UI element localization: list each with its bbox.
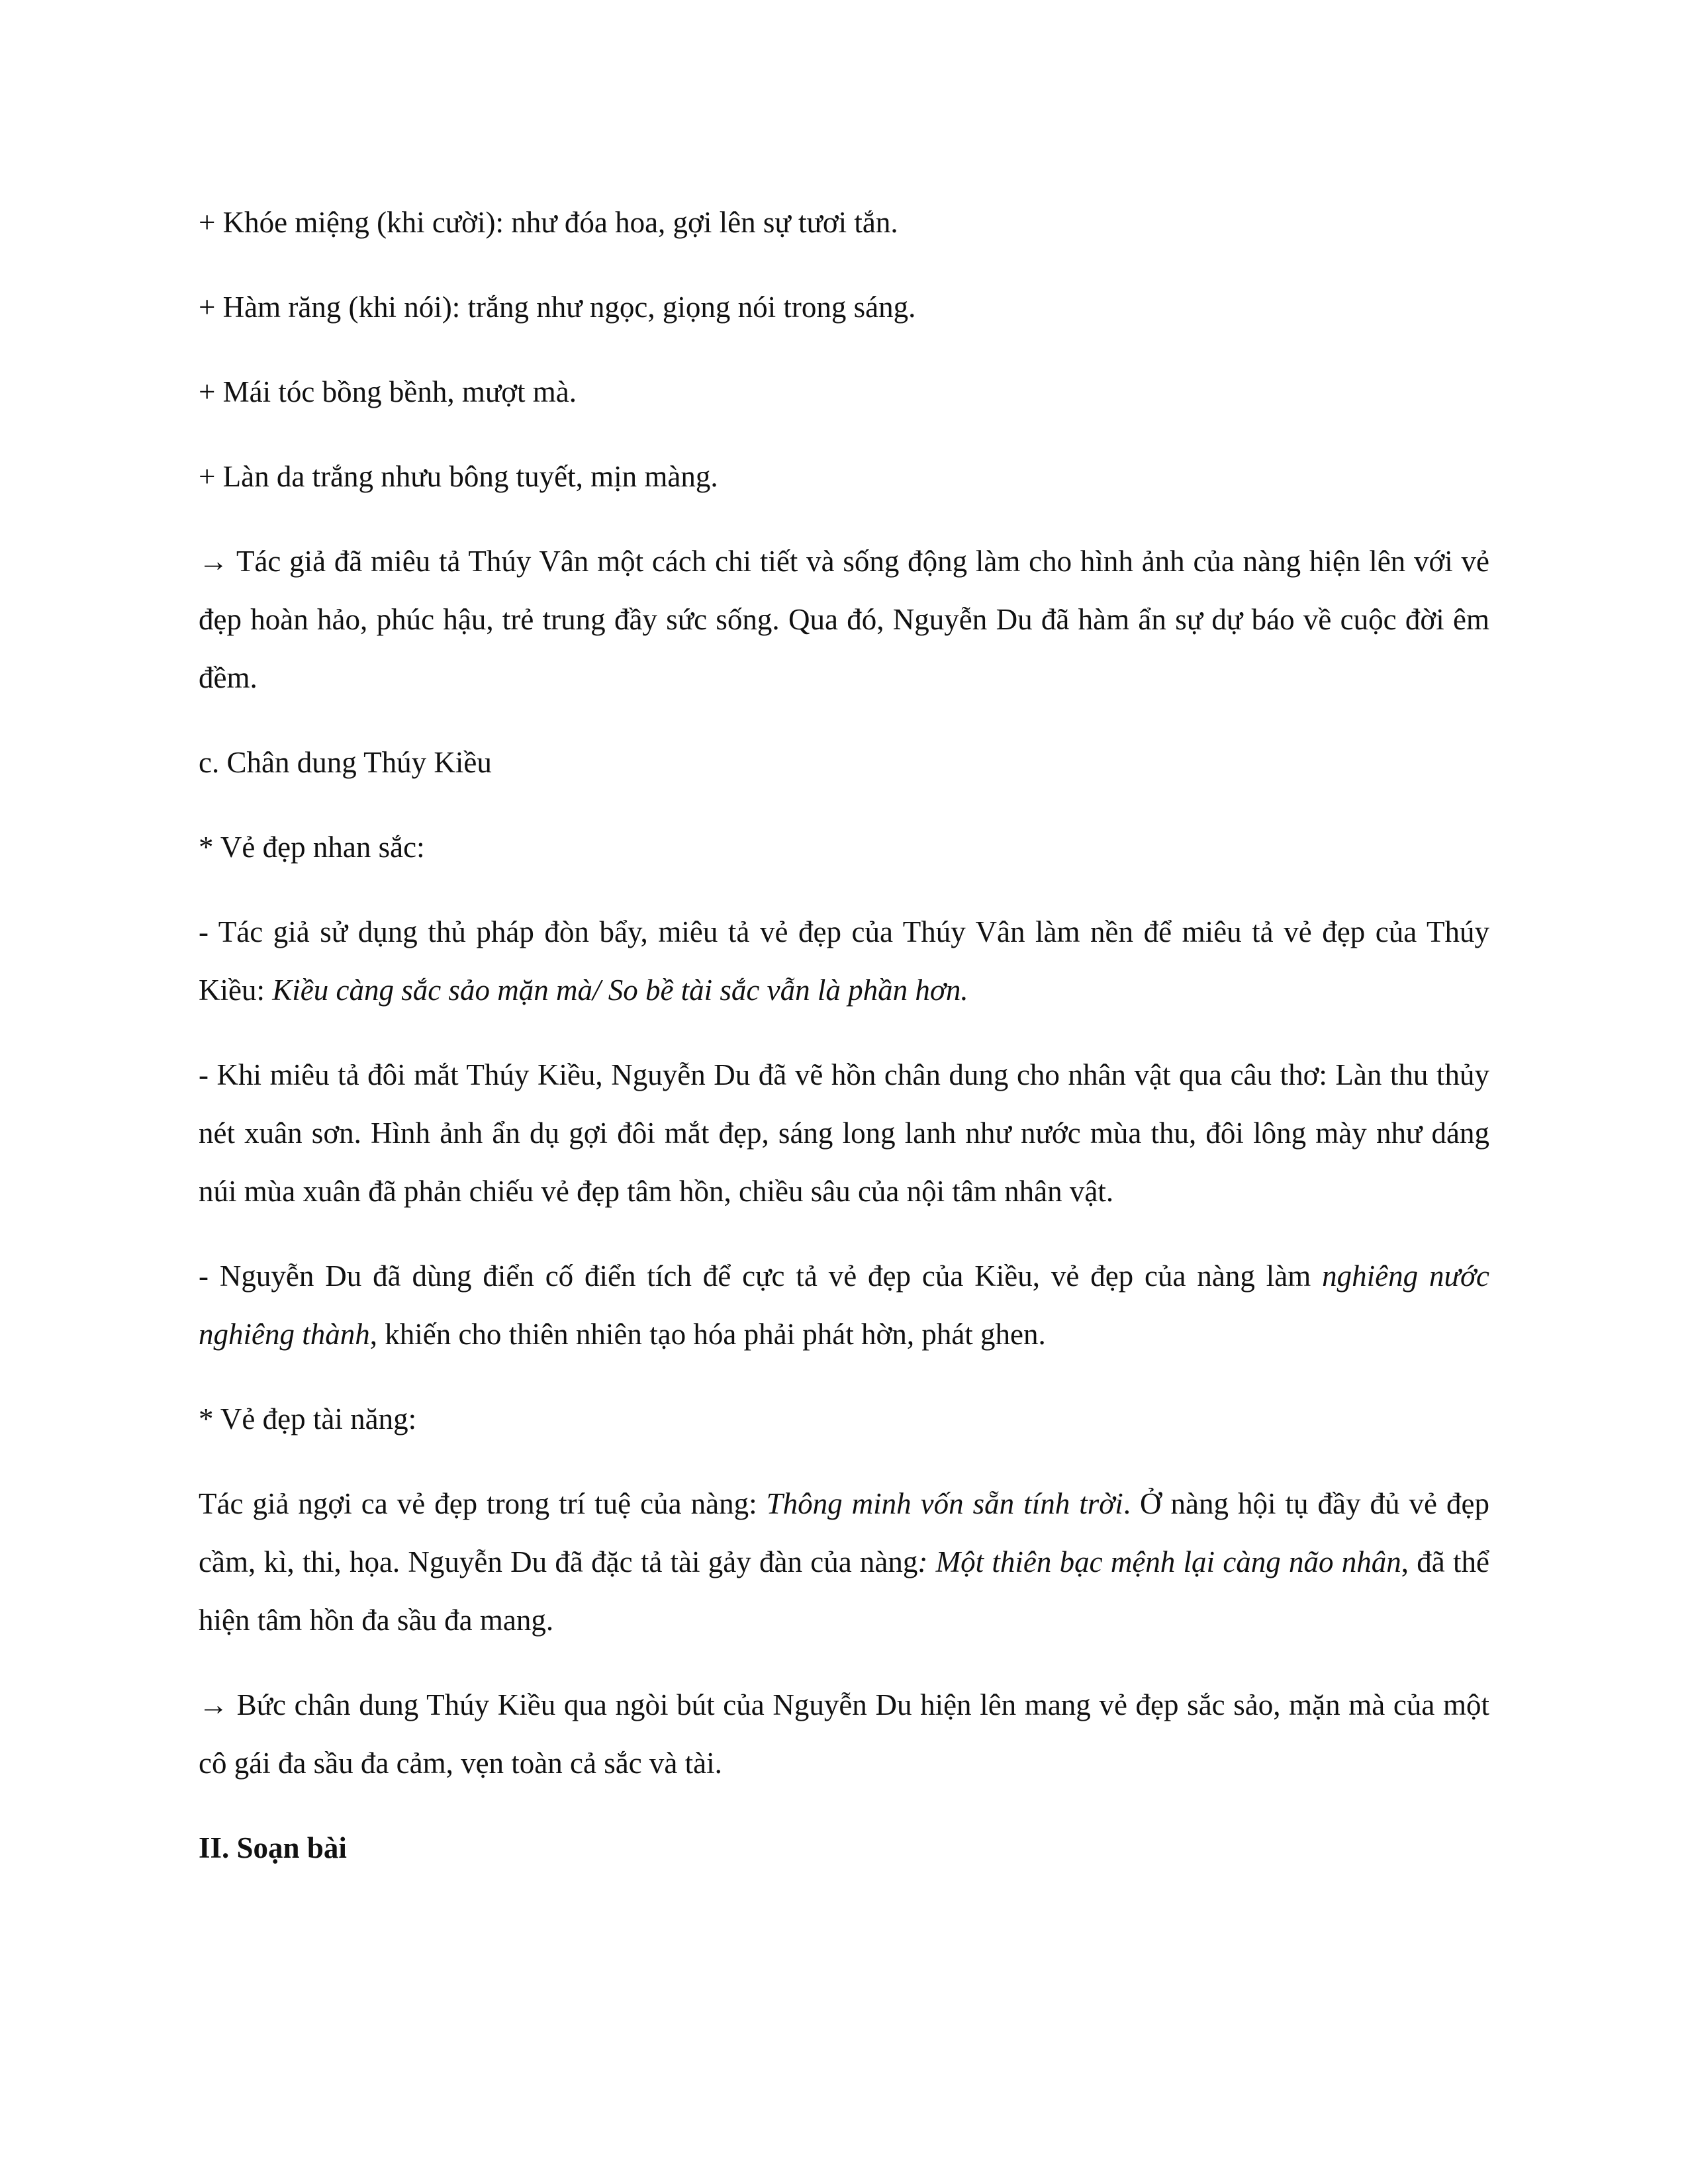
text-segment: , đã thể hiện tâm hồn đa sầu đa mang. (199, 1545, 1489, 1637)
paragraph-eyes: - Khi miêu tả đôi mắt Thúy Kiều, Nguyễn Du đã vẽ hồn chân dung cho nhân vật qua câu thơ: Làn thu thủy nét xuân sơn. Hình ảnh ẩn dụ gợi đôi mắt đẹp, sáng long lanh như nước mùa thu, đôi lông mày như dáng núi mùa xuân đã phản chiếu vẻ đẹp tâm hồn, chiều sâu của nội tâm nhân vật. (199, 1058, 1489, 1208)
paragraph-allusion (199, 1247, 1489, 1363)
text-segment: - Tác giả sử dụng thủ pháp đòn bẩy, miêu tả vẻ đẹp của Thúy Vân làm nền để miêu tả vẻ đẹp của Thúy Kiều: (199, 915, 1489, 1007)
text-segment: Tác giả ngợi ca vẻ đẹp trong trí tuệ của nàng: (199, 1487, 767, 1520)
subheading-talent: * Vẻ đẹp tài năng: (199, 1402, 417, 1435)
italic-phrase: nghiêng nước nghiêng thành (199, 1259, 1489, 1351)
paragraph-mouth: + Khóe miệng (khi cười): như đóa hoa, gợi lên sự tươi tắn. (199, 206, 898, 239)
paragraph-thuy-van-summary: → Tác giả đã miêu tả Thúy Vân một cách chi tiết và sống động làm cho hình ảnh của nàng hiện lên với vẻ đẹp hoàn hảo, phúc hậu, trẻ trung đầy sức sống. Qua đó, Nguyễn Du đã hàm ẩn sự dự báo về cuộc đời êm đềm. (199, 545, 1489, 694)
paragraph-leverage-technique (199, 903, 1489, 1019)
document-page (199, 193, 1489, 1903)
text-segment: - Nguyễn Du đã dùng điển cố điển tích để cực tả vẻ đẹp của Kiều, vẻ đẹp của nàng làm (199, 1259, 1323, 1293)
paragraph-talent (199, 1475, 1489, 1649)
paragraph-thuy-kieu-summary: → Bức chân dung Thúy Kiều qua ngòi bút của Nguyễn Du hiện lên mang vẻ đẹp sắc sảo, mặn mà của một cô gái đa sầu đa cảm, vẹn toàn cả sắc và tài. (199, 1688, 1489, 1780)
text-segment: , khiến cho thiên nhiên tạo hóa phải phát hờn, phát ghen. (369, 1318, 1046, 1351)
section-heading-soan-bai: II. Soạn bài (199, 1831, 347, 1864)
text-segment: . Ở nàng hội tụ đầy đủ vẻ đẹp cầm, kì, thi, họa. Nguyễn Du đã đặc tả tài gảy đàn của nàng (199, 1487, 1489, 1578)
poem-quote: Thông minh vốn sẵn tính trời (766, 1487, 1123, 1520)
paragraph-skin: + Làn da trắng nhưu bông tuyết, mịn màng. (199, 460, 718, 493)
poem-quote: : Một thiên bạc mệnh lại càng não nhân (917, 1545, 1401, 1578)
section-heading-thuy-kieu: c. Chân dung Thúy Kiều (199, 746, 492, 779)
poem-quote: Kiều càng sắc sảo mặn mà/ So bề tài sắc vẫn là phần hơn. (272, 974, 968, 1007)
paragraph-teeth: + Hàm răng (khi nói): trắng như ngọc, giọng nói trong sáng. (199, 291, 916, 324)
subheading-beauty: * Vẻ đẹp nhan sắc: (199, 831, 425, 864)
paragraph-hair: + Mái tóc bồng bềnh, mượt mà. (199, 375, 577, 408)
